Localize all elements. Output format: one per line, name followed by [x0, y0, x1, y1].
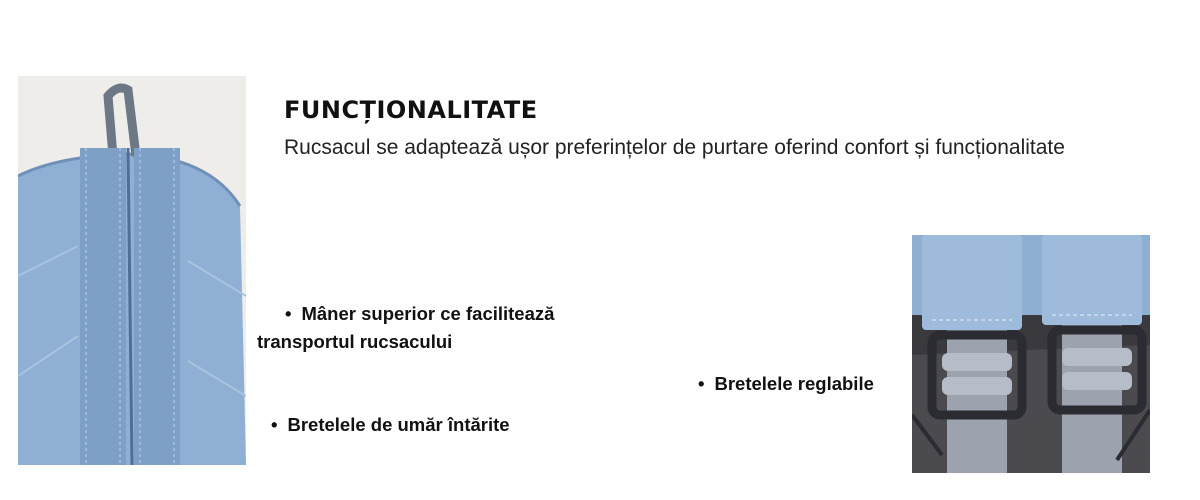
- buckle-closeup-photo: [912, 235, 1150, 473]
- feature-shoulder-straps: [271, 411, 510, 439]
- feature-text: Bretelele reglabile: [714, 373, 874, 394]
- bullet-icon: •: [698, 373, 705, 394]
- feature-text: Mâner superior ce facilitează transportul rucsacului: [257, 303, 555, 352]
- backpack-back-photo: [18, 76, 246, 465]
- feature-top-handle: [257, 300, 597, 356]
- section-title: FUNCȚIONALITATE: [284, 96, 538, 124]
- backpack-back-illustration: [18, 76, 246, 465]
- feature-text: Bretelele de umăr întărite: [287, 414, 510, 435]
- bullet-icon: •: [271, 414, 278, 435]
- buckle-closeup-illustration: [912, 235, 1150, 473]
- feature-adjustable-straps: [698, 370, 874, 398]
- bullet-icon: •: [285, 303, 292, 324]
- section-subtitle: Rucsacul se adaptează ușor preferințelor de purtare oferind confort și funcționalitate: [284, 136, 1065, 159]
